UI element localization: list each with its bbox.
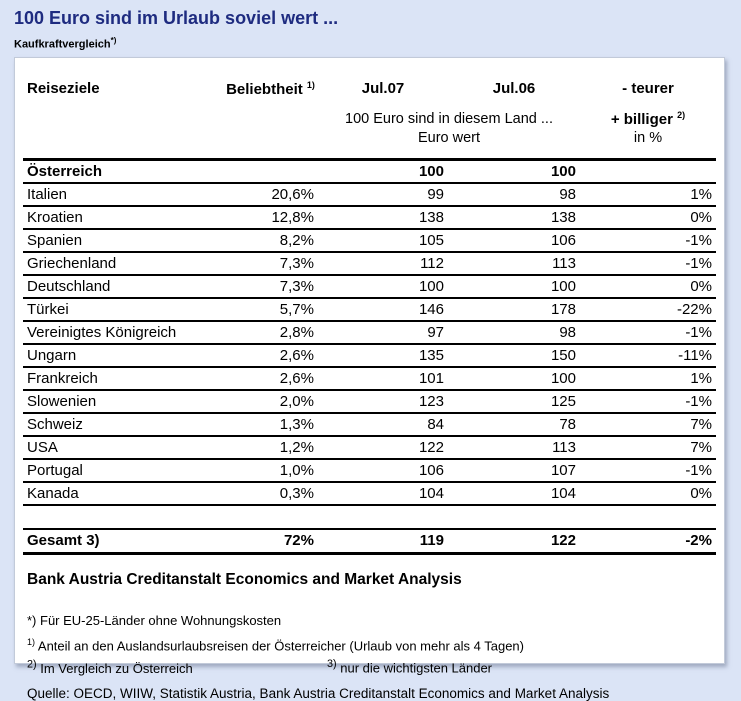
header-row-1 xyxy=(23,68,716,108)
cell-jul06: 78 xyxy=(448,413,580,436)
cell-jul06: 150 xyxy=(448,344,580,367)
span-header-line2: Euro wert xyxy=(417,130,481,146)
cell-beliebtheit: 2,8% xyxy=(223,321,318,344)
cell-beliebtheit xyxy=(223,160,318,184)
table-row xyxy=(23,160,716,184)
cell-jul06: 100 xyxy=(448,275,580,298)
table-row xyxy=(23,275,716,298)
footnote-row xyxy=(27,658,716,675)
total-jul07: 119 xyxy=(318,529,448,554)
cell-land: Kanada xyxy=(23,482,223,505)
cell-diff: -11% xyxy=(580,344,716,367)
cell-diff: -22% xyxy=(580,298,716,321)
total-label: Gesamt 3) xyxy=(23,529,223,554)
cell-jul07: 104 xyxy=(318,482,448,505)
cell-jul06: 178 xyxy=(448,298,580,321)
cell-jul07: 97 xyxy=(318,321,448,344)
cell-jul07: 135 xyxy=(318,344,448,367)
cell-jul07: 138 xyxy=(318,206,448,229)
cell-beliebtheit: 2,0% xyxy=(223,390,318,413)
cell-jul06: 98 xyxy=(448,183,580,206)
footnote-2-text: Im Vergleich zu Österreich xyxy=(36,660,193,676)
cell-jul06: 98 xyxy=(448,321,580,344)
cell-jul07: 112 xyxy=(318,252,448,275)
cell-diff: 0% xyxy=(580,206,716,229)
cell-jul06: 106 xyxy=(448,229,580,252)
spacer-row xyxy=(23,505,716,529)
cell-jul07: 84 xyxy=(318,413,448,436)
cell-land: Frankreich xyxy=(23,367,223,390)
cell-land: Ungarn xyxy=(23,344,223,367)
footnote-1-text: Anteil an den Auslandsurlaubsreisen der Österreicher (Urlaub von mehr als 4 Tagen) xyxy=(35,638,524,654)
cell-land: Deutschland xyxy=(23,275,223,298)
cell-diff: 1% xyxy=(580,367,716,390)
cell-beliebtheit: 12,8% xyxy=(223,206,318,229)
cell-land: Schweiz xyxy=(23,413,223,436)
footnote-1 xyxy=(27,637,716,653)
total-beliebtheit: 72% xyxy=(223,529,318,554)
cell-land: Kroatien xyxy=(23,206,223,229)
cell-land: Italien xyxy=(23,183,223,206)
footnote-star: *) Für EU-25-Länder ohne Wohnungskosten xyxy=(27,613,282,628)
col-header-teurer: - teurer xyxy=(622,80,674,97)
beliebtheit-footnote-marker: 1) xyxy=(306,80,315,90)
cell-land: Österreich xyxy=(23,160,223,184)
table-row xyxy=(23,482,716,505)
cell-jul07: 123 xyxy=(318,390,448,413)
table-row xyxy=(23,459,716,482)
table-row xyxy=(23,206,716,229)
cell-beliebtheit: 2,6% xyxy=(223,367,318,390)
cell-beliebtheit: 20,6% xyxy=(223,183,318,206)
cell-jul07: 100 xyxy=(318,160,448,184)
cell-land: Türkei xyxy=(23,298,223,321)
table-panel xyxy=(14,57,725,701)
total-jul06: 122 xyxy=(448,529,580,554)
cell-land: Griechenland xyxy=(23,252,223,275)
table-row xyxy=(23,183,716,206)
cell-beliebtheit: 7,3% xyxy=(223,252,318,275)
cell-diff: 0% xyxy=(580,275,716,298)
cell-jul07: 99 xyxy=(318,183,448,206)
cell-diff xyxy=(580,160,716,184)
cell-diff: -1% xyxy=(580,459,716,482)
cell-beliebtheit: 1,0% xyxy=(223,459,318,482)
cell-jul07: 100 xyxy=(318,275,448,298)
table-total-body xyxy=(23,505,716,554)
cell-jul06: 125 xyxy=(448,390,580,413)
cell-jul06: 104 xyxy=(448,482,580,505)
table-row xyxy=(23,321,716,344)
cell-jul06: 113 xyxy=(448,252,580,275)
subtitle-text: Kaufkraftvergleich xyxy=(14,38,111,51)
table-row xyxy=(23,367,716,390)
cell-diff: 1% xyxy=(580,183,716,206)
beliebtheit-label: Beliebtheit xyxy=(226,81,303,98)
col-header-in-percent: in % xyxy=(633,130,663,146)
col-header-reiseziele: Reiseziele xyxy=(27,80,100,97)
footnote-3-marker: 3) xyxy=(327,658,337,671)
cell-land: USA xyxy=(23,436,223,459)
cell-jul07: 106 xyxy=(318,459,448,482)
cell-jul06: 100 xyxy=(448,160,580,184)
footnote-3-text: nur die wichtigsten Länder xyxy=(336,660,493,676)
cell-jul07: 146 xyxy=(318,298,448,321)
cell-jul06: 100 xyxy=(448,367,580,390)
cell-beliebtheit: 1,3% xyxy=(223,413,318,436)
col-header-jul06: Jul.06 xyxy=(492,80,536,97)
spacer-cell xyxy=(23,505,716,529)
cell-beliebtheit: 8,2% xyxy=(223,229,318,252)
cell-jul07: 105 xyxy=(318,229,448,252)
cell-diff: 7% xyxy=(580,436,716,459)
cell-beliebtheit: 5,7% xyxy=(223,298,318,321)
cell-jul07: 122 xyxy=(318,436,448,459)
cell-land: Vereinigtes Königreich xyxy=(23,321,223,344)
cell-jul06: 138 xyxy=(448,206,580,229)
table-row xyxy=(23,229,716,252)
cell-diff: -1% xyxy=(580,390,716,413)
table-body xyxy=(23,160,716,506)
page-title: 100 Euro sind im Urlaub soviel wert ... xyxy=(14,8,339,28)
col-header-beliebtheit xyxy=(223,68,318,160)
organization-line: Bank Austria Creditanstalt Economics and Market Analysis xyxy=(27,571,462,588)
cell-diff: -1% xyxy=(580,252,716,275)
cell-diff: 7% xyxy=(580,413,716,436)
col-header-billiger xyxy=(580,108,716,130)
cell-land: Spanien xyxy=(23,229,223,252)
table-row xyxy=(23,413,716,436)
table-header xyxy=(23,68,716,160)
cell-beliebtheit: 0,3% xyxy=(223,482,318,505)
cell-beliebtheit: 1,2% xyxy=(223,436,318,459)
cell-diff: -1% xyxy=(580,321,716,344)
table-row xyxy=(23,390,716,413)
footnote-2 xyxy=(27,658,193,676)
page-subtitle xyxy=(14,36,116,51)
total-row xyxy=(23,529,716,554)
cell-beliebtheit: 2,6% xyxy=(223,344,318,367)
subtitle-footnote-marker: *) xyxy=(110,36,117,45)
cell-jul06: 107 xyxy=(448,459,580,482)
table-row xyxy=(23,298,716,321)
footnote-1-marker: 1) xyxy=(27,637,36,647)
table-row xyxy=(23,252,716,275)
col-header-jul07: Jul.07 xyxy=(361,80,405,97)
billiger-label: + billiger xyxy=(610,111,673,128)
table-row xyxy=(23,344,716,367)
footnote-2-marker: 2) xyxy=(27,658,37,671)
total-diff: -2% xyxy=(580,529,716,554)
cell-jul06: 113 xyxy=(448,436,580,459)
source-line: Quelle: OECD, WIIW, Statistik Austria, Bank Austria Creditanstalt Economics and Market Analysis xyxy=(27,686,610,701)
billiger-footnote-marker: 2) xyxy=(677,110,686,120)
cell-diff: -1% xyxy=(580,229,716,252)
cell-beliebtheit: 7,3% xyxy=(223,275,318,298)
cell-land: Slowenien xyxy=(23,390,223,413)
cell-diff: 0% xyxy=(580,482,716,505)
span-header-line1: 100 Euro sind in diesem Land ... xyxy=(345,111,553,127)
cell-jul07: 101 xyxy=(318,367,448,390)
kaufkraft-table xyxy=(23,68,716,555)
cell-land: Portugal xyxy=(23,459,223,482)
footnote-3 xyxy=(327,658,492,675)
table-row xyxy=(23,436,716,459)
